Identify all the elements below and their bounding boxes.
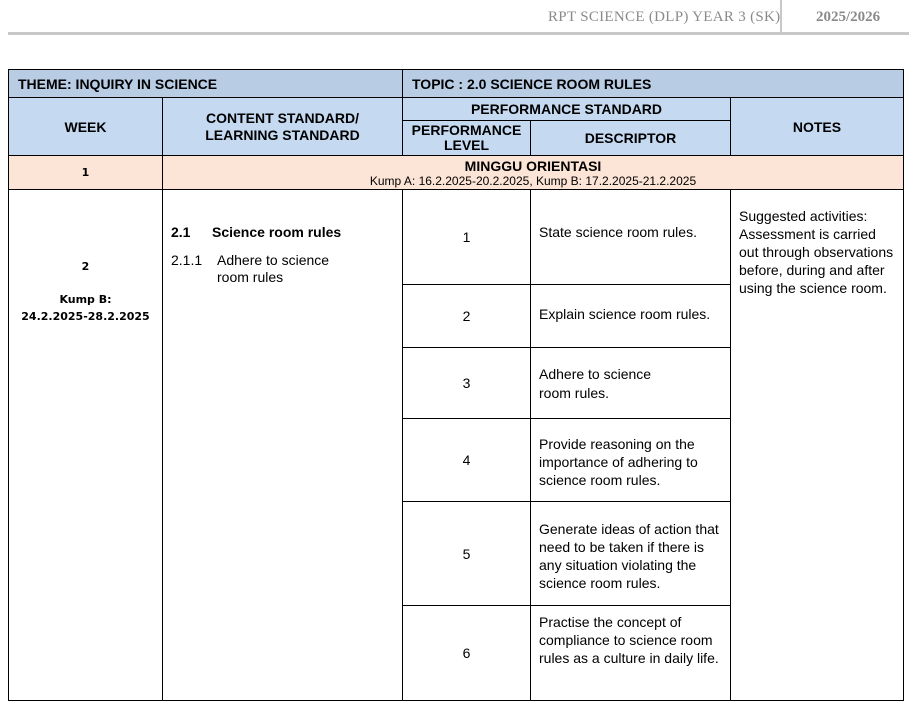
performance-standard-header-label: PERFORMANCE STANDARD [470, 101, 663, 117]
learning-number: 2.1.1 [171, 252, 203, 268]
orientation-week-cell [8, 155, 163, 190]
level-number: 4 [462, 452, 471, 468]
descriptor-cell-5 [530, 501, 731, 606]
document-year: 2025/2026 [816, 9, 881, 25]
level-number: 2 [462, 308, 471, 324]
topic-label: TOPIC : 2.0 SCIENCE ROOM RULES [412, 75, 652, 92]
level-cell-1 [402, 189, 531, 285]
level-cell-4 [402, 418, 531, 502]
week-header [8, 97, 163, 156]
descriptor-text: Provide reasoning on the importance of adhering to science room rules. [539, 436, 698, 488]
descriptor-cell-4 [530, 418, 731, 502]
level-number: 3 [462, 375, 471, 391]
notes-text: Suggested activities: Assessment is carried out through observations before, during and after using the science room. [739, 208, 894, 296]
level-cell-3 [402, 347, 531, 419]
level-cell-2 [402, 284, 531, 348]
main-week-number: 2 [81, 260, 90, 273]
descriptor-header-label: DESCRIPTOR [584, 130, 677, 146]
standard-title: Science room rules [212, 224, 342, 240]
level-number: 1 [462, 229, 471, 245]
descriptor-cell-2 [530, 284, 731, 348]
theme-label: THEME: INQUIRY IN SCIENCE [18, 75, 218, 92]
content-standard-header-label: CONTENT STANDARD/ LEARNING STANDARD [205, 109, 360, 143]
main-group-label: Kump B: [59, 293, 112, 306]
level-number: 6 [462, 645, 471, 661]
descriptor-text: State science room rules. [539, 224, 697, 240]
header-divider [780, 0, 782, 33]
descriptor-cell-1 [530, 189, 731, 285]
notes-cell [730, 189, 904, 701]
orientation-week-number: 1 [81, 166, 90, 179]
level-cell-5 [402, 501, 531, 606]
descriptor-text: Practise the concept of compliance to science room rules as a culture in daily life. [539, 614, 719, 666]
descriptor-cell-6 [530, 605, 731, 701]
descriptor-cell-3 [530, 347, 731, 419]
document-title: RPT SCIENCE (DLP) YEAR 3 (SK) [548, 9, 781, 25]
descriptor-header [530, 120, 731, 156]
performance-level-header [402, 120, 531, 156]
orientation-dates: Kump A: 16.2.2025-20.2.2025, Kump B: 17.2.2025-21.2.2025 [369, 174, 697, 188]
week-header-label: WEEK [64, 118, 107, 135]
topic-cell [402, 69, 904, 98]
header-rule [8, 32, 909, 35]
main-week-cell [8, 189, 163, 701]
level-cell-6 [402, 605, 531, 701]
descriptor-text: Explain science room rules. [539, 306, 711, 322]
notes-header [730, 97, 904, 156]
level-number: 5 [462, 545, 471, 562]
orientation-cell [162, 155, 904, 190]
descriptor-text: Generate ideas of action that need to be taken if there is any situation violating the science room rules. [539, 521, 719, 591]
performance-standard-header [402, 97, 731, 121]
content-standard-header [162, 97, 403, 156]
notes-header-label: NOTES [792, 118, 842, 135]
standard-number: 2.1 [171, 224, 191, 240]
performance-level-header-label: PERFORMANCE LEVEL [411, 122, 522, 153]
learning-text: Adhere to science room rules [217, 252, 330, 285]
orientation-title: MINGGU ORIENTASI [464, 158, 602, 174]
main-group-dates: 24.2.2025-28.2.2025 [21, 310, 150, 323]
theme-cell [8, 69, 403, 98]
descriptor-text: Adhere to science room rules. [539, 366, 652, 401]
content-standard-cell [162, 189, 403, 701]
